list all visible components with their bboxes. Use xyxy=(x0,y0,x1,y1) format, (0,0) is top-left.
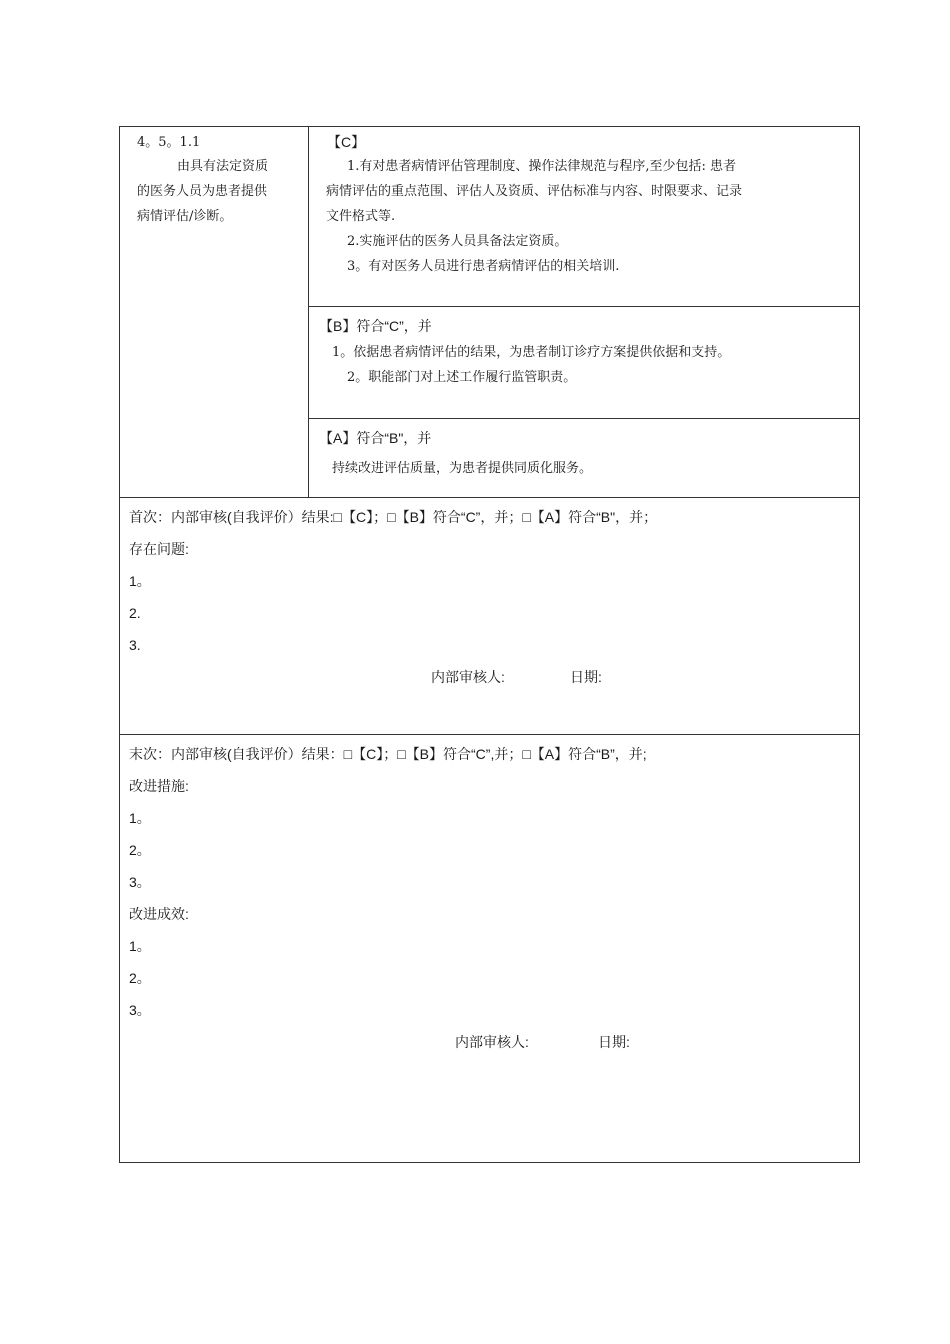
grade-c-item-3: 3。有对医务人员进行患者病情评估的相关培训. xyxy=(347,259,620,274)
last-review-measure-2: 2。 xyxy=(129,842,151,858)
first-review-problem-2: 2. xyxy=(129,605,141,621)
first-review-problem-1: 1。 xyxy=(129,573,151,589)
grade-c-item-2: 2.实施评估的医务人员具备法定资质。 xyxy=(347,234,568,249)
column-divider xyxy=(308,126,309,497)
first-review-reviewer-label: 内部审核人: xyxy=(431,669,505,685)
standard-description-line-3: 病情评估/诊断。 xyxy=(137,209,233,224)
form-border xyxy=(119,126,860,1163)
grade-b-item-1: 1。依据患者病情评估的结果，为患者制订诊疗方案提供依据和支持。 xyxy=(332,345,731,360)
last-review-measure-1: 1。 xyxy=(129,810,151,826)
standard-description-line-1: 由具有法定资质 xyxy=(177,159,269,174)
last-review-effect-3: 3。 xyxy=(129,1002,151,1018)
grade-c-item-1-line-1: 1.有对患者病情评估管理制度、操作法律规范与程序,至少包括: 患者 xyxy=(347,159,737,174)
last-review-effect-1: 1。 xyxy=(129,938,151,954)
row-divider-first-last xyxy=(119,734,860,735)
grade-b-item-2: 2。职能部门对上述工作履行监管职责。 xyxy=(347,370,577,385)
first-review-date-label: 日期: xyxy=(570,669,602,685)
grade-b-heading: 【B】符合“C”，并 xyxy=(319,318,432,334)
assessment-form xyxy=(119,126,860,1163)
grade-c-item-1-line-2: 病情评估的重点范围、评估人及资质、评估标准与内容、时限要求、记录 xyxy=(326,184,743,199)
last-review-result-line: 末次：内部审核(自我评价）结果：□【C】；□【B】符合“C”,并；□【A】符合“B”，并; xyxy=(129,746,647,762)
standard-code: 4。5。1.1 xyxy=(137,135,201,150)
last-review-measures-label: 改进措施: xyxy=(129,778,189,794)
row-divider-b-a xyxy=(308,418,860,419)
first-review-problems-label: 存在问题: xyxy=(129,541,189,557)
row-divider-c-b xyxy=(308,306,860,307)
last-review-date-label: 日期: xyxy=(598,1034,630,1050)
last-review-reviewer-label: 内部审核人: xyxy=(455,1034,529,1050)
row-divider-standard-first xyxy=(119,497,860,498)
last-review-measure-3: 3。 xyxy=(129,874,151,890)
grade-a-item-1: 持续改进评估质量，为患者提供同质化服务。 xyxy=(332,461,593,476)
standard-description-line-2: 的医务人员为患者提供 xyxy=(137,184,268,199)
grade-c-item-1-line-3: 文件格式等. xyxy=(326,209,396,224)
first-review-result-line: 首次：内部审核(自我评价）结果:□【C】；□【B】符合“C”，并；□【A】符合“B"，并； xyxy=(129,509,658,525)
first-review-problem-3: 3. xyxy=(129,637,141,653)
last-review-effect-2: 2。 xyxy=(129,970,151,986)
last-review-effects-label: 改进成效: xyxy=(129,906,189,922)
grade-c-heading: 【C】 xyxy=(327,134,366,150)
grade-a-heading: 【A】符合“B"，并 xyxy=(319,430,432,446)
